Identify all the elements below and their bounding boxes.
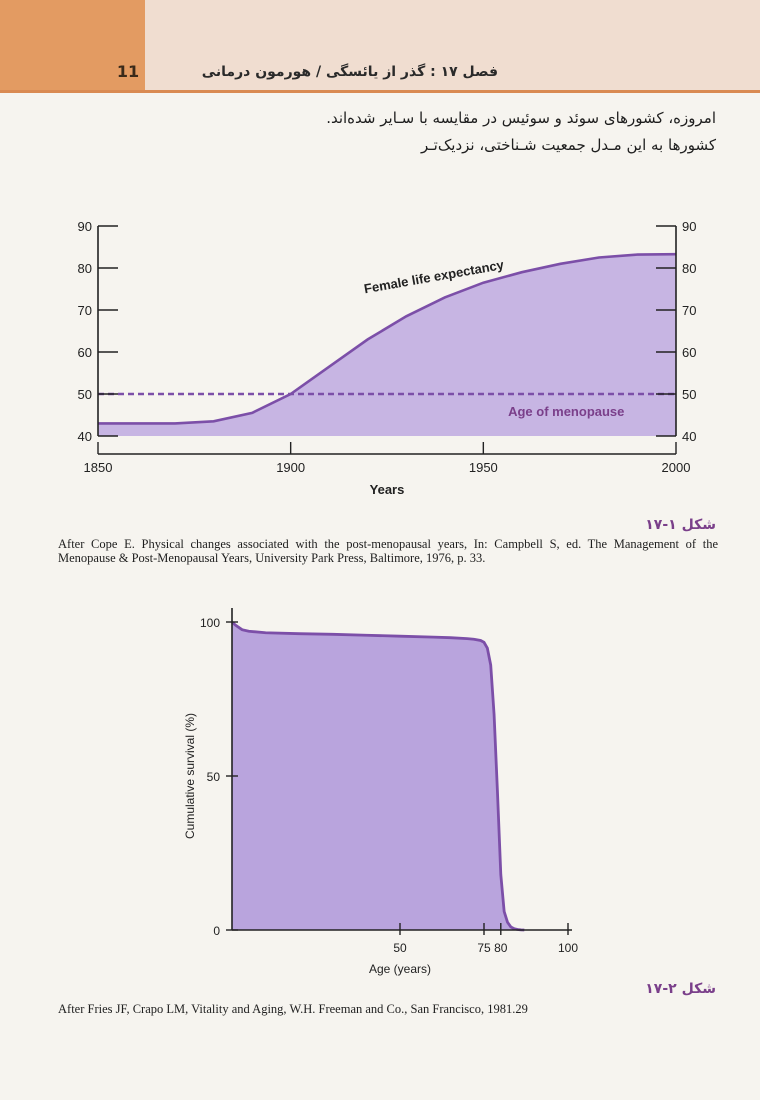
x-tick-label: 75 bbox=[477, 941, 491, 955]
chapter-title: فصل ۱۷ : گذر از یائسگی / هورمون درمانی bbox=[201, 64, 498, 80]
y-tick-label-left: 60 bbox=[77, 345, 92, 360]
y-tick-label: 50 bbox=[206, 770, 220, 784]
figure1-citation: After Cope E. Physical changes associated with the post-menopausal years, In: Campbell S, ed. The Management of the Menopause & Post-Menopausal Years, University Park Press, Baltimore, 1976, p. 33. bbox=[58, 537, 718, 565]
y-tick-label-right: 60 bbox=[682, 345, 697, 360]
y-tick-label-right: 70 bbox=[682, 303, 697, 318]
y-tick-label-left: 50 bbox=[77, 387, 92, 402]
page-number: 11 bbox=[116, 62, 140, 81]
figure1-label: شکل ۱-۱۷ bbox=[645, 517, 716, 533]
x-axis-label: Years bbox=[369, 482, 405, 497]
y-tick-label: 0 bbox=[213, 924, 220, 938]
y-tick-label-left: 80 bbox=[77, 261, 92, 276]
x-tick-label: 1900 bbox=[276, 460, 306, 475]
page-header bbox=[0, 0, 760, 92]
x-tick-label: 1950 bbox=[468, 460, 498, 475]
x-tick-label: 50 bbox=[393, 941, 407, 955]
x-axis-label: Age (years) bbox=[368, 962, 432, 976]
life-expectancy-chart bbox=[40, 210, 720, 515]
y-tick-label-right: 40 bbox=[682, 429, 697, 444]
header-divider bbox=[0, 90, 760, 93]
y-tick-label-left: 40 bbox=[77, 429, 92, 444]
figure2-citation: After Fries JF, Crapo LM, Vitality and Aging, W.H. Freeman and Co., San Francisco, 1981.29 bbox=[58, 1002, 528, 1016]
x-tick-label: 2000 bbox=[661, 460, 691, 475]
body-line-2: کشورها به این مـدل جمعیت شـناختی، نزدیک‌تـر bbox=[421, 136, 716, 154]
y-axis-label: Cumulative survival (%) bbox=[183, 712, 197, 840]
figure2-label: شکل ۲-۱۷ bbox=[645, 981, 716, 997]
y-tick-label-right: 50 bbox=[682, 387, 697, 402]
female-life-expectancy-label: Female life expectancy bbox=[362, 256, 505, 297]
survival-curve-chart bbox=[170, 600, 600, 980]
x-tick-label: 1850 bbox=[83, 460, 113, 475]
x-tick-label: 100 bbox=[557, 941, 579, 955]
survival-area bbox=[232, 622, 524, 930]
age-of-menopause-label: Age of menopause bbox=[508, 404, 625, 420]
y-tick-label: 100 bbox=[199, 616, 220, 630]
y-tick-label-right: 90 bbox=[682, 219, 697, 234]
body-line-1: امروزه، کشورهای سوئد و سوئیس در مقایسه با سـایر شده‌اند. bbox=[326, 109, 716, 127]
body-paragraph bbox=[296, 105, 716, 159]
y-tick-label-left: 90 bbox=[77, 219, 92, 234]
y-tick-label-right: 80 bbox=[682, 261, 697, 276]
x-tick-label: 80 bbox=[494, 941, 508, 955]
y-tick-label-left: 70 bbox=[77, 303, 92, 318]
